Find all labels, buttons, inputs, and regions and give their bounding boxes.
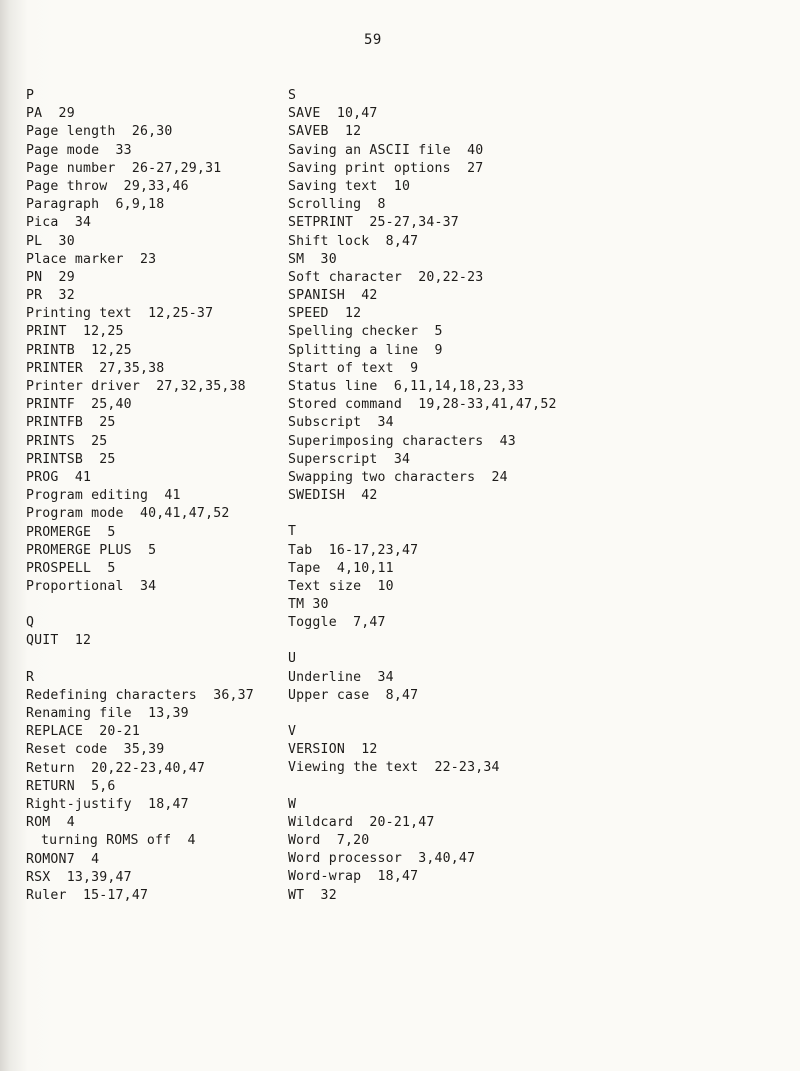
index-entry: Word processor 3,40,47 <box>288 851 476 867</box>
index-section-t <box>288 523 588 632</box>
index-entry: ROM 4 <box>26 815 75 831</box>
index-entry: PR 32 <box>26 288 75 304</box>
index-entry: Saving text 10 <box>288 178 411 194</box>
index-entry: PROMERGE PLUS 5 <box>26 542 157 558</box>
index-entry: turning ROMS off 4 <box>41 833 196 849</box>
index-entry: REPLACE 20-21 <box>26 724 140 740</box>
index-entry: PN 29 <box>26 269 75 285</box>
index-entry: Saving an ASCII file 40 <box>288 142 484 158</box>
index-entry: Redefining characters 36,37 <box>26 687 254 703</box>
index-entry: PRINTF 25,40 <box>26 397 132 413</box>
index-section-p <box>26 87 326 596</box>
section-letter: V <box>288 724 297 739</box>
index-entry: Upper case 8,47 <box>288 687 419 703</box>
index-entry: SPANISH 42 <box>288 288 378 304</box>
section-letter: S <box>288 88 297 103</box>
index-entry: Swapping two characters 24 <box>288 469 508 485</box>
index-entry: RETURN 5,6 <box>26 778 116 794</box>
index-entry: Spelling checker 5 <box>288 324 443 340</box>
index-section-s <box>288 87 588 505</box>
index-entry: Subscript 34 <box>288 415 394 431</box>
index-entry: ROMON7 4 <box>26 851 100 867</box>
section-letter: Q <box>26 615 35 631</box>
index-entry: Page length 26,30 <box>26 124 173 140</box>
index-column-right <box>288 87 588 923</box>
index-entry: QUIT 12 <box>26 633 92 649</box>
index-entry: Word-wrap 18,47 <box>288 869 419 885</box>
index-entry: Reset code 35,39 <box>26 742 165 758</box>
index-column-left <box>26 87 326 923</box>
index-entry: Ruler 15-17,47 <box>26 887 149 903</box>
index-entry: Return 20,22-23,40,47 <box>26 760 206 776</box>
index-entry: SPEED 12 <box>288 306 362 322</box>
index-entry: PRINTER 27,35,38 <box>26 360 165 376</box>
index-entry: PRINTSB 25 <box>26 451 116 467</box>
index-entry: PRINTB 12,25 <box>26 342 132 358</box>
index-entry: TM 30 <box>288 597 329 613</box>
index-entry: SWEDISH 42 <box>288 488 378 504</box>
page-number: 59 <box>364 32 382 48</box>
index-entry: SETPRINT 25-27,34-37 <box>288 215 459 231</box>
index-section-v <box>288 723 588 778</box>
section-letter: U <box>288 651 297 667</box>
index-entry: PL 30 <box>26 233 75 249</box>
index-entry: Toggle 7,47 <box>288 615 386 631</box>
index-entry: Page throw 29,33,46 <box>26 178 189 194</box>
index-entry: Saving print options 27 <box>288 160 484 176</box>
index-entry: SM 30 <box>288 251 337 267</box>
index-entry: Pica 34 <box>26 215 92 231</box>
index-entry: Underline 34 <box>288 669 394 685</box>
index-entry: Soft character 20,22-23 <box>288 269 484 285</box>
index-entry: Printing text 12,25-37 <box>26 306 214 322</box>
section-letter: T <box>288 524 297 540</box>
index-entry: Program editing 41 <box>26 488 181 504</box>
index-entry: SAVE 10,47 <box>288 106 378 122</box>
index-entry: Wildcard 20-21,47 <box>288 814 435 830</box>
index-entry: Printer driver 27,32,35,38 <box>26 379 246 394</box>
section-letter: W <box>288 796 297 812</box>
index-section-w <box>288 796 588 905</box>
index-entry: Status line 6,11,14,18,23,33 <box>288 379 525 394</box>
index-entry: SAVEB 12 <box>288 124 362 140</box>
index-entry: Tape 4,10,11 <box>288 560 394 576</box>
index-entry: Shift lock 8,47 <box>288 233 419 249</box>
index-entry: Superscript 34 <box>288 451 411 467</box>
index-entry: Tab 16-17,23,47 <box>288 542 419 558</box>
index-section-q <box>26 614 326 650</box>
index-entry: PRINTS 25 <box>26 433 108 449</box>
index-entry: Program mode 40,41,47,52 <box>26 506 230 522</box>
index-entry: Right-justify 18,47 <box>26 796 189 812</box>
index-entry: RSX 13,39,47 <box>26 869 132 885</box>
index-entry: PRINTFB 25 <box>26 415 116 431</box>
index-entry: Page mode 33 <box>26 142 132 158</box>
index-entry: Word 7,20 <box>288 832 370 848</box>
index-entry: Paragraph 6,9,18 <box>26 197 165 213</box>
index-entry: PROSPELL 5 <box>26 560 116 576</box>
index-entry: PA 29 <box>26 106 75 122</box>
index-entry: PROG 41 <box>26 469 92 485</box>
index-entry: Start of text 9 <box>288 360 419 376</box>
index-section-r <box>26 669 326 905</box>
index-entry: VERSION 12 <box>288 742 378 758</box>
index-entry: Splitting a line 9 <box>288 342 443 358</box>
index-entry: Page number 26-27,29,31 <box>26 160 222 176</box>
index-entry: Text size 10 <box>288 578 394 594</box>
index-entry: Viewing the text 22-23,34 <box>288 760 500 776</box>
section-letter: P <box>26 88 35 103</box>
index-entry: Place marker 23 <box>26 251 157 267</box>
index-entry: WT 32 <box>288 887 337 903</box>
index-entry: Renaming file 13,39 <box>26 706 189 721</box>
section-letter: R <box>26 669 35 685</box>
index-entry: Proportional 34 <box>26 579 157 595</box>
index-entry: PRINT 12,25 <box>26 324 124 340</box>
index-entry: Scrolling 8 <box>288 197 386 213</box>
index-entry: Stored command 19,28-33,41,47,52 <box>288 397 557 413</box>
index-entry: Superimposing characters 43 <box>288 433 516 449</box>
index-entry: PROMERGE 5 <box>26 524 116 540</box>
index-section-u <box>288 650 588 705</box>
